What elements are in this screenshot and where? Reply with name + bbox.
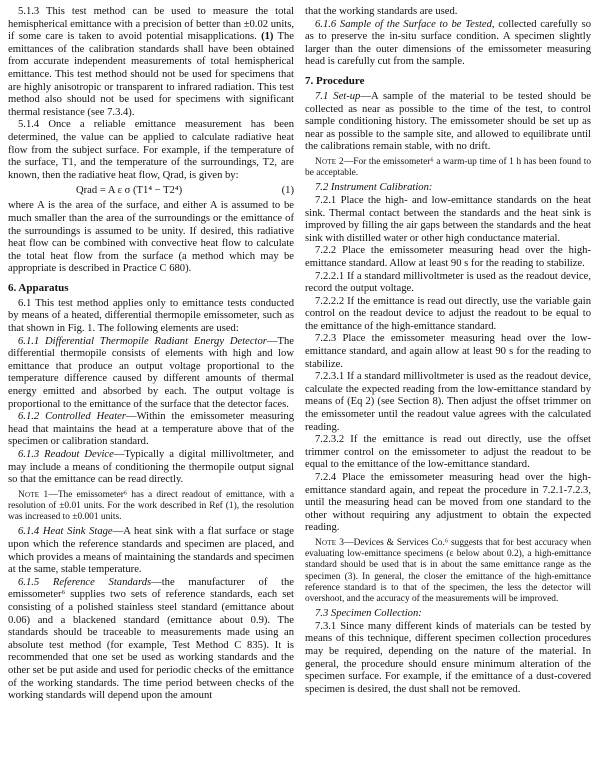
para-7-2-4: 7.2.4 Place the emissometer measuring head over the high-emittance standard again, and repeat the procedure in 7.2.1-7.2.3, until the measuring head can be moved from one standard to the other without requiring any adjustment to obtain the expected reading. <box>305 472 591 534</box>
para-7-2-3: 7.2.3 Place the emissometer measuring head over the low-emittance standard, and again allow at least 90 s for the reading to stabilize. <box>305 333 591 370</box>
para-6-1-3: 6.1.3 Readout Device—Typically a digital millivoltmeter, and may include a means of conditioning the thermopile output signal so that the emittance can be read directly. <box>8 449 294 486</box>
para-6-1-1: 6.1.1 Differential Thermopile Radiant Energy Detector—The differential thermopile consists of elements with high and low emittance that produce an output voltage proportional to the temperature difference caused by different amounts of thermal energy emitted and absorbed by each. The output voltage is proportional to the emittance of the surface that the detector faces. <box>8 335 294 410</box>
para-6-1-4: 6.1.4 Heat Sink Stage—A heat sink with a flat surface or stage upon which the reference standards and specimen are placed, and which provides a means of maintaining the standards and specimen at the same, stable temperature. <box>8 526 294 576</box>
section-heading-procedure: 7. Procedure <box>305 74 365 87</box>
para-5-1-4-where: where A is the area of the surface, and either A is assumed to be much smaller than the area of the surroundings or the emittance of the surroundings is assumed to be unity. If desired, this radiative heat flow can be combined with convective heat flow to calculate the total heat flow from the surface (a method which may be appropriate is described in Practice C 680). <box>8 200 294 275</box>
right-column <box>305 6 591 770</box>
section-heading-apparatus: 6. Apparatus <box>8 281 69 294</box>
para-6-1-5: 6.1.5 Reference Standards—the manufacturer of the emissometer⁶ supplies two sets of reference standards, each set consisting of a polished stainless steel standard (emittance about 0.06) and a blackened standard (emittance about 0.9). The standards should be traceable to measurements made using an absolute test method (for example, Test Method C 835). It is recommended that one set be used as working standards and the other set be put aside and used for periodic checks of the emittance of the working standards. The time period between checks of the working standards will depend upon the amount <box>8 576 294 702</box>
note-3: Note 3—Devices & Services Co.⁶ suggests that for best accuracy when evaluating low-emittance specimens (ε below about 0.2), a high-emittance standard should be used that is in about the same emittance range as the specimen (3). In general, the closer the emittance of the high-emittance reference standard is to that of the specimen, the less the detector will overshoot, and the accuracy of the measurements will be improved. <box>305 537 591 604</box>
para-7-2-3-1: 7.2.3.1 If a standard millivoltmeter is used as the readout device, calculate the expected reading from the low-emittance standard by means of (Eq 2) (see Section 8). Then adjust the offset trimmer on the emissometer until the readout value agrees with the calculated reading. <box>305 371 591 433</box>
equation-number: (1) <box>281 185 294 197</box>
para-7-2: 7.2 Instrument Calibration: <box>315 182 433 194</box>
para-7-3-1: 7.3.1 Since many different kinds of materials can be tested by means of this technique, different specimen collection procedures may be required, depending on the nature of the material. In general, the procedure should ensure minimum alteration of the specimen surface. For example, if the emittance of a dust-covered specimen is desired, the dust shall not be removed. <box>305 620 591 695</box>
para-6-1-5-cont: that the working standards are used. <box>305 6 458 17</box>
ref-1: (1) <box>261 31 274 43</box>
left-column <box>8 6 294 770</box>
para-7-3: 7.3 Specimen Collection: <box>315 608 422 620</box>
para-6-1-6: 6.1.6 Sample of the Surface to be Tested, collected carefully so as to preserve the in-situ surface condition. A specimen slightly larger than the outer dimensions of the emissometer measuring head is carefully cut from the sample. <box>305 18 591 68</box>
para-5-1-4: 5.1.4 Once a reliable emittance measurement has been determined, the value can be applied to calculate radiative heat flow from the subject surface. For example, if the temperature of the surface, T1, and the temperature of the surroundings, T2, are known, then the radiative heat flow, Qrad, is given by: <box>8 119 294 181</box>
note-2: Note 2—For the emissometer⁶ a warm-up time of 1 h has been found to be acceptable. <box>305 156 591 179</box>
equation-1 <box>8 183 294 198</box>
para-6-1: 6.1 This test method applies only to emittance tests conducted by means of a heated, differential thermopile emissometer, such as that shown in Fig. 1. The following elements are used: <box>8 297 294 335</box>
para-5-1-3: 5.1.3 This test method can be used to measure the total hemispherical emittance with a precision of better than ±0.02 units, if some care is taken to avoid potential misapplications. (1) The emittances of the calibration standards shall have been obtained from accurate independent measurements of total hemispherical emittance. This test method should not be used for specimens that are highly anisotropic or transparent to infrared radiation. This test method also should not be used for specimens with significant thermal resistance (see 7.3.4). <box>8 6 294 118</box>
para-7-2-2-2: 7.2.2.2 If the emittance is read out directly, use the variable gain control on the readout device to adjust the readout to be equal to the emittance of the high-emittance standard. <box>305 295 591 332</box>
para-7-1: 7.1 Set-up—A sample of the material to be tested should be collected as near as possible to the time of the test, to control sample conditioning history. The emissometer should be set up as near as possible to the sample site, and allowed to equilibrate until the calibrations remain stable, with no drift. <box>305 90 591 153</box>
equation-expr: Qrad = A ε σ (T1⁴ − T2⁴) <box>76 185 183 197</box>
para-7-2-3-2: 7.2.3.2 If the emittance is read out directly, use the offset trimmer control on the emissometer to adjust the readout to be equal to the emittance of the low-emittance standard. <box>305 434 591 471</box>
para-7-2-1: 7.2.1 Place the high- and low-emittance standards on the heat sink. Thermal contact between the standards and the heat sink is improved by filling the air gaps between the standards and the heat sink with distilled water or other high conductance material. <box>305 194 591 244</box>
para-6-1-2: 6.1.2 Controlled Heater—Within the emissometer measuring head that maintains the head at a temperature above that of the specimen or calibration standard. <box>8 411 294 448</box>
para-7-2-2: 7.2.2 Place the emissometer measuring head over the high-emittance standard. Allow at least 90 s for the reading to stabilize. <box>305 245 591 269</box>
para-7-2-2-1: 7.2.2.1 If a standard millivoltmeter is used as the readout device, record the output voltage. <box>305 270 591 295</box>
note-1: Note 1—The emissometer⁶ has a direct readout of emittance, with a resolution of ±0.01 units. For the work described in Ref (1), the resolution was increased to ±0.001 units. <box>8 489 294 523</box>
